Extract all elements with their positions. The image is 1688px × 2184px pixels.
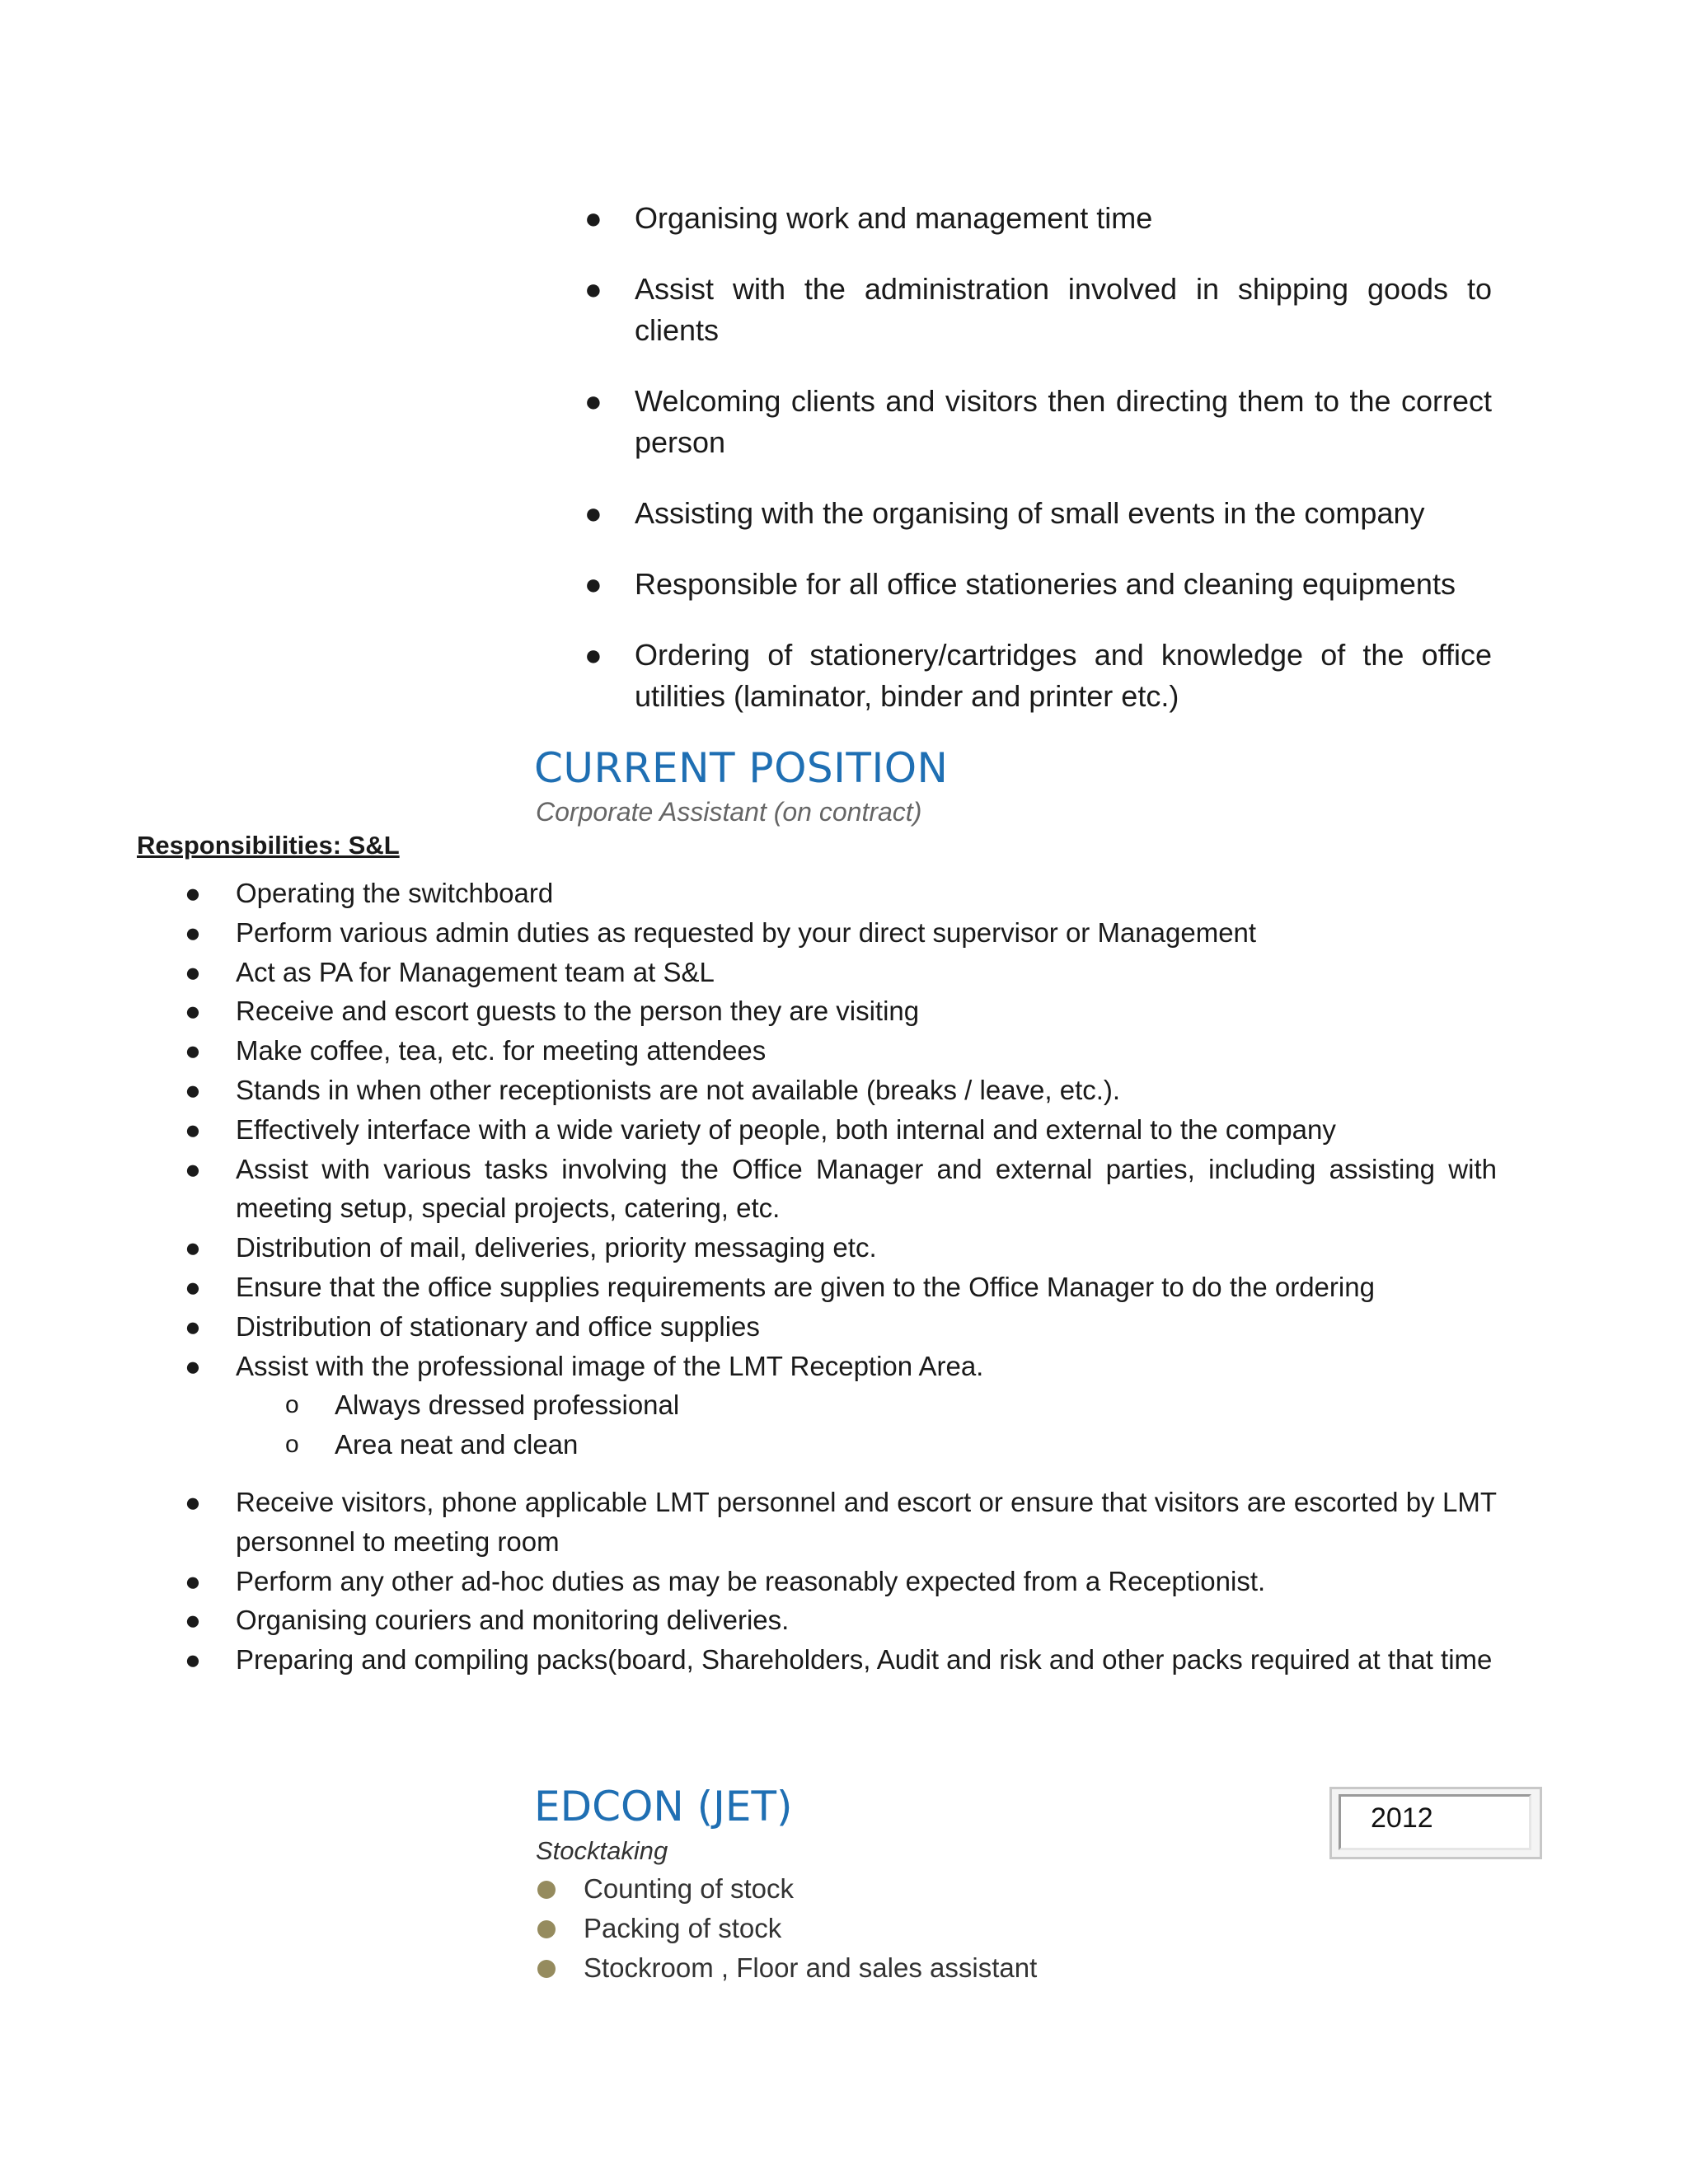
bullet-icon: ● (185, 996, 201, 1027)
bullet-icon: ● (185, 956, 201, 987)
bullet-icon: ● (185, 1486, 201, 1517)
list-item: ● Assisting with the organising of small events in the company (573, 493, 1492, 534)
list-item: ● Effectively interface with a wide variety of people, both internal and external to the company (137, 1110, 1497, 1150)
year-box (1329, 1787, 1542, 1859)
list-item: ● Receive visitors, phone applicable LMT personnel and escort or ensure that visitors are escorted by LMT personnel to meeting room (137, 1483, 1497, 1562)
bullet-icon: ● (185, 1271, 201, 1302)
bullet-icon: ● (185, 1074, 201, 1105)
list-item: ● Act as PA for Management team at S&L (137, 953, 1497, 992)
list-item: ● Preparing and compiling packs(board, Shareholders, Audit and risk and other packs required at that time (137, 1640, 1497, 1680)
bullet-icon: ● (185, 1565, 201, 1596)
sub-list-item: o Always dressed professional (137, 1385, 1497, 1425)
list-item: ● Distribution of stationary and office supplies (137, 1307, 1497, 1347)
list-item: ● Welcoming clients and visitors then directing them to the correct person (573, 381, 1492, 463)
responsibilities-list (137, 874, 1497, 1680)
list-item: Stockroom , Floor and sales assistant (534, 1948, 1037, 1988)
list-item: ● Responsible for all office stationeries and cleaning equipments (573, 564, 1492, 605)
list-item: ● Organising work and management time (573, 198, 1492, 239)
list-item: ● Perform various admin duties as requested by your direct supervisor or Management (137, 913, 1497, 953)
bullet-icon: ● (185, 878, 201, 908)
list-item: ● Distribution of mail, deliveries, priority messaging etc. (137, 1228, 1497, 1268)
bullet-icon: ● (584, 567, 603, 601)
edcon-title: EDCON (JET) (534, 1783, 793, 1830)
bullet-icon: ● (185, 1310, 201, 1342)
bullet-icon: ● (185, 1605, 201, 1636)
list-item: ● Stands in when other receptionists are not available (breaks / leave, etc.). (137, 1071, 1497, 1110)
bullet-icon: ● (584, 384, 603, 418)
bullet-icon: ● (584, 201, 603, 235)
sub-list-item: o Area neat and clean (137, 1425, 1497, 1465)
previous-duties-list (573, 198, 1492, 747)
bullet-icon: ● (185, 1113, 201, 1145)
olive-bullet-icon (537, 1881, 556, 1899)
list-item: ● Assist with various tasks involving the Office Manager and external parties, including assisting with meeting setup, special projects, catering, etc. (137, 1150, 1497, 1229)
edcon-subtitle: Stocktaking (536, 1836, 668, 1865)
list-item: ● Ordering of stationery/cartridges and knowledge of the office utilities (laminator, binder and printer etc.) (573, 635, 1492, 717)
bullet-icon: ● (584, 496, 603, 530)
list-item: ● Assist with the professional image of the LMT Reception Area. (137, 1347, 1497, 1386)
list-item: ● Ensure that the office supplies requirements are given to the Office Manager to do the ordering (137, 1268, 1497, 1307)
olive-bullet-icon (537, 1920, 556, 1938)
bullet-icon: ● (185, 916, 201, 948)
list-item: ● Perform any other ad-hoc duties as may be reasonably expected from a Receptionist. (137, 1562, 1497, 1601)
hollow-bullet-icon: o (285, 1431, 299, 1459)
year-label: 2012 (1339, 1794, 1531, 1850)
edcon-duties-list (534, 1869, 1037, 1988)
list-item: ● Assist with the administration involved in shipping goods to clients (573, 269, 1492, 351)
list-item: Counting of stock (534, 1869, 1037, 1909)
responsibilities-heading: Responsibilities: S&L (137, 831, 400, 860)
bullet-icon: ● (185, 1350, 201, 1381)
bullet-icon: ● (584, 638, 603, 672)
list-item: Packing of stock (534, 1909, 1037, 1948)
list-item: ● Receive and escort guests to the person they are visiting (137, 991, 1497, 1031)
current-position-title: CURRENT POSITION (534, 744, 949, 792)
bullet-icon: ● (185, 1232, 201, 1263)
list-item: ● Organising couriers and monitoring deliveries. (137, 1601, 1497, 1640)
bullet-icon: ● (185, 1153, 201, 1184)
bullet-icon: ● (185, 1644, 201, 1675)
list-item: ● Operating the switchboard (137, 874, 1497, 913)
olive-bullet-icon (537, 1960, 556, 1978)
bullet-icon: ● (584, 272, 603, 306)
bullet-icon: ● (185, 1035, 201, 1066)
hollow-bullet-icon: o (285, 1391, 299, 1419)
current-position-subtitle: Corporate Assistant (on contract) (536, 797, 922, 827)
list-item: ● Make coffee, tea, etc. for meeting attendees (137, 1031, 1497, 1071)
